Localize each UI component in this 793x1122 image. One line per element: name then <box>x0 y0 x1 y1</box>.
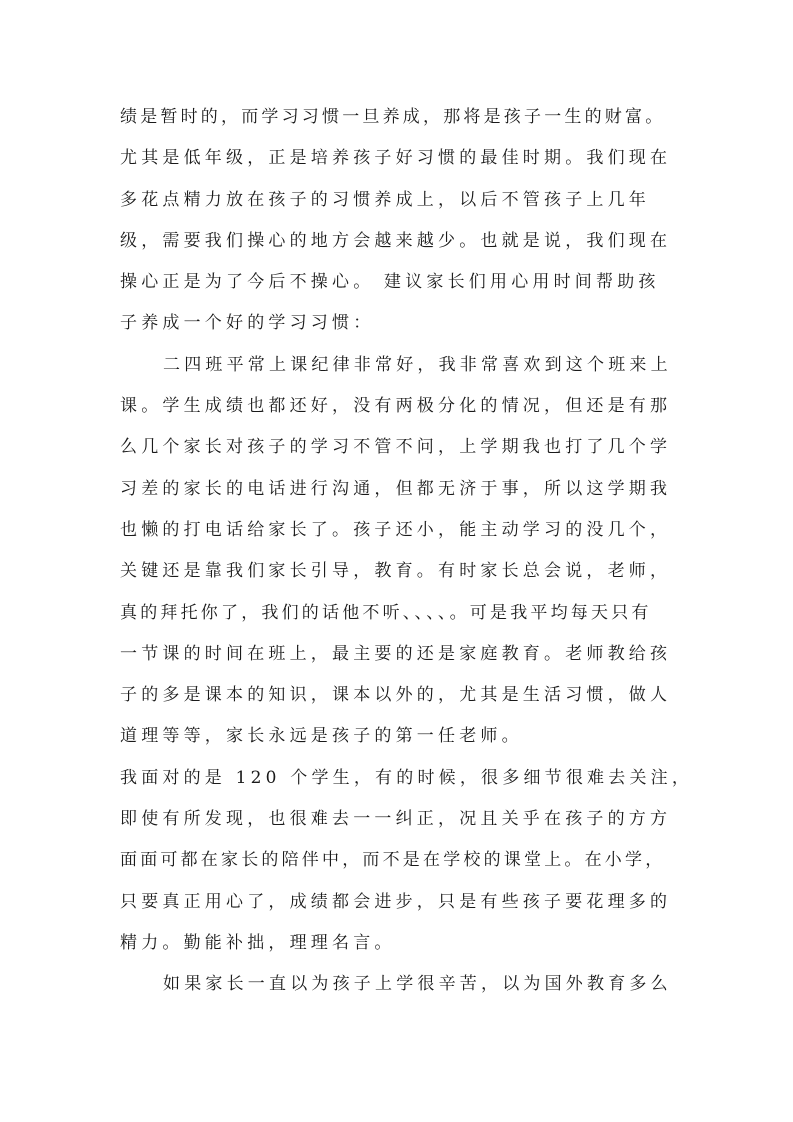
text-line: 一节课的时间在班上，最主要的还是家庭教育。老师教给孩 <box>120 643 672 664</box>
text-line: 么几个家长对孩子的学习不管不问，上学期我也打了几个学 <box>120 437 672 458</box>
text-line: 多花点精力放在孩子的习惯养成上，以后不管孩子上几年 <box>120 189 650 210</box>
text-line: 关键还是靠我们家长引导，教育。有时家长总会说，老师， <box>120 561 672 582</box>
text-line: 习差的家长的电话进行沟通，但都无济于事，所以这学期我 <box>120 478 672 499</box>
text-line: 操心正是为了今后不操心。 建议家长们用心用时间帮助孩 <box>120 272 660 293</box>
text-line: 如果家长一直以为孩子上学很辛苦，以为国外教育多么 <box>163 974 672 995</box>
document-page <box>120 97 694 1006</box>
text-line: 面面可都在家长的陪伴中，而不是在学校的课堂上。在小学， <box>120 850 666 871</box>
text-line: 也懒的打电话给家长了。孩子还小，能主动学习的没几个， <box>120 519 672 540</box>
text-line: 子的多是课本的知识，课本以外的，尤其是生活习惯，做人 <box>120 685 672 706</box>
text-line: 只要真正用心了，成绩都会进步，只是有些孩子要花理多的 <box>120 891 672 912</box>
text-line: 我面对的是 120 个学生，有的时候，很多细节很难去关注， <box>120 767 694 788</box>
text-line: 真的拜托你了，我们的话他不听、、、、。可是我平均每天只有 <box>120 602 652 623</box>
text-line: 级，需要我们操心的地方会越来越少。也就是说，我们现在 <box>120 230 672 251</box>
text-line: 二四班平常上课纪律非常好，我非常喜欢到这个班来上 <box>163 354 672 375</box>
text-line: 即使有所发现，也很难去一一纠正，况且关乎在孩子的方方 <box>120 809 672 830</box>
text-line: 绩是暂时的，而学习习惯一旦养成，那将是孩子一生的财富。 <box>120 107 666 127</box>
text-line: 尤其是低年级，正是培养孩子好习惯的最佳时期。我们现在 <box>120 148 672 169</box>
text-line: 课。学生成绩也都还好，没有两极分化的情况，但还是有那 <box>120 396 672 417</box>
text-line: 精力。勤能补拙，理理名言。 <box>120 932 396 953</box>
text-line: 子养成一个好的学习习惯： <box>120 313 375 334</box>
text-line: 道理等等，家长永远是孩子的第一任老师。 <box>120 726 523 747</box>
